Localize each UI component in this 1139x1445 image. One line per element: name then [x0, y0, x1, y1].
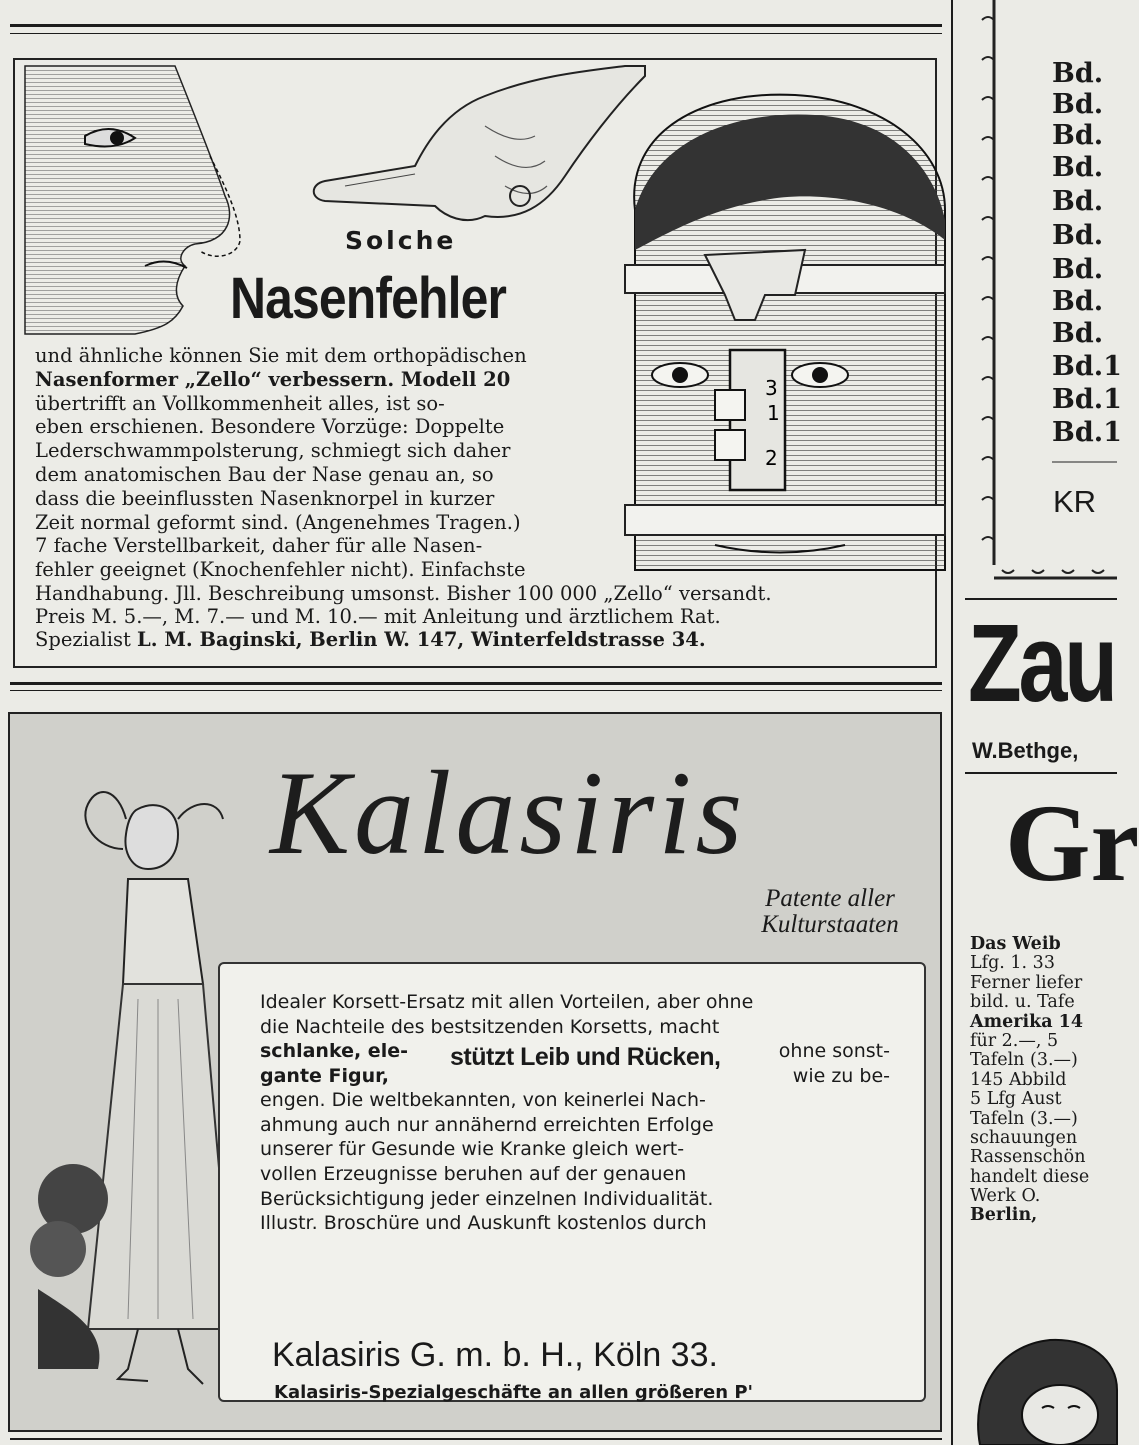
body-line: und ähnliche können Sie mit dem orthopädischen	[35, 344, 527, 367]
text-line: Rassenschön	[970, 1147, 1086, 1168]
body-highlight-stuetzt: stützt Leib und Rücken,	[450, 1043, 721, 1072]
body-fragment: schlanke, ele-	[260, 1040, 408, 1063]
device-number-2: 2	[765, 446, 778, 470]
book-volume-item: Bd.	[1052, 89, 1104, 120]
book-volume-item: Bd.	[1052, 254, 1104, 285]
right-rule	[965, 772, 1117, 774]
body-line: Nasenformer „Zello“ verbessern. Modell 20	[35, 367, 511, 391]
body-line: dem anatomischen Bau der Nase genau an, so	[35, 462, 494, 486]
book-volume-item: Bd.	[1052, 318, 1104, 349]
body-line: vollen Erzeugnisse beruhen auf der genauen	[260, 1162, 687, 1185]
body-line: Zeit normal geformt sind. (Angenehmes Tragen.)	[35, 510, 521, 534]
text-line: handelt diese	[970, 1166, 1090, 1187]
body-line: Berücksichtigung jeder einzelnen Individualität.	[260, 1187, 714, 1210]
body-line: ahmung auch nur annähernd erreichten Erfolge	[260, 1113, 714, 1136]
text-line: schauungen	[970, 1127, 1078, 1148]
text-line: Werk O.	[970, 1186, 1041, 1207]
text-line: Lfg. 1. 33	[970, 953, 1055, 974]
body-line: Lederschwammpolsterung, schmiegt sich daher	[35, 439, 511, 463]
text-line: Tafeln (3.—)	[970, 1108, 1078, 1129]
patent-note: Patente aller Kulturstaaten	[761, 885, 899, 938]
body-line: 7 fache Verstellbarkeit, daher für alle Nasen-	[35, 534, 483, 558]
nose-profile-illustration	[25, 66, 255, 336]
company-name: Kalasiris G. m. b. H., Köln 33.	[272, 1336, 718, 1374]
partial-face-illustration	[960, 1330, 1117, 1445]
body-line: Preis M. 5.—, M. 7.— und M. 10.— mit Anleitung und ärztlichem Rat.	[35, 605, 721, 628]
text-line: für 2.—, 5	[970, 1030, 1059, 1051]
book-volume-item: Bd.	[1052, 220, 1104, 251]
mid-rule-thick	[10, 682, 942, 685]
body-line: dass die beeinflussten Nasenknorpel in kurzer	[35, 486, 495, 510]
zau-headline: Zau	[968, 602, 1115, 725]
text-line: bild. u. Tafe	[970, 992, 1075, 1013]
text-line: 5 Lfg Aust	[970, 1089, 1062, 1110]
ad-body-text-wide	[35, 582, 925, 651]
brand-wordmark-kalasiris: Kalasiris	[270, 746, 747, 879]
body-line: fehler geeignet (Knochenfehler nicht). Einfachste	[35, 558, 526, 582]
kr-label: KR	[1053, 484, 1097, 519]
mid-rule-thin	[10, 690, 942, 691]
body-line: Handhabung. Jll. Beschreibung umsonst. Bisher 100 000 „Zello“ versandt.	[35, 582, 772, 605]
body-line: Illustr. Broschüre und Auskunft kostenlos durch	[260, 1212, 707, 1235]
spezialist-label: Spezialist	[35, 628, 131, 651]
text-line: 145 Abbild	[970, 1069, 1067, 1090]
body-line: die Nachteile des bestsitzenden Korsetts, macht	[260, 1015, 720, 1038]
book-volume-item: Bd.	[1052, 58, 1104, 89]
device-number-1: 1	[767, 401, 780, 425]
spezialist-address: L. M. Baginski, Berlin W. 147, Winterfeldstrasse 34.	[137, 628, 706, 651]
retail-note: Kalasiris-Spezialgeschäfte an allen größeren P'	[274, 1382, 754, 1403]
kalasiris-advertisement	[8, 712, 942, 1432]
body-fragment: wie zu be-	[792, 1065, 890, 1088]
top-rule-thin	[10, 33, 942, 34]
text-line: Berlin,	[970, 1205, 1038, 1226]
body-line: eben erschienen. Besondere Vorzüge: Doppelte	[35, 415, 505, 439]
book-volume-item: Bd.	[1052, 152, 1104, 183]
ad-body-text	[35, 344, 615, 582]
top-rule-thick	[10, 24, 942, 27]
body-fragment: ohne sonst-	[778, 1040, 890, 1063]
body-inline-block	[260, 1039, 890, 1088]
bottom-rule	[10, 1438, 942, 1440]
body-line: übertrifft an Vollkommenheit alles, ist so-	[35, 391, 445, 415]
book-volume-item: Bd.	[1052, 186, 1104, 217]
book-volume-item: Bd.1	[1052, 417, 1122, 448]
device-number-3: 3	[765, 376, 778, 400]
gr-headline: Gr	[1005, 782, 1139, 904]
body-fragment: gante Figur,	[260, 1065, 389, 1088]
spezialist-line	[35, 628, 925, 651]
book-volume-item: Bd.	[1052, 286, 1104, 317]
bethge-line: W.Bethge,	[972, 738, 1079, 763]
ad-headline-nasenfehler: Nasenfehler	[230, 266, 507, 331]
column-divider	[951, 0, 953, 1445]
text-line: Amerika 14	[970, 1011, 1084, 1032]
ad-body-text	[260, 990, 890, 1236]
nasenfehler-advertisement	[13, 58, 937, 668]
text-line: Tafeln (3.—)	[970, 1050, 1078, 1071]
book-volume-item: Bd.1	[1052, 351, 1122, 382]
book-volume-item: Bd.	[1052, 120, 1104, 151]
ad-kicker-solche: Solche	[345, 226, 457, 255]
text-line: Ferner liefer	[970, 972, 1083, 993]
body-line: unserer für Gesunde wie Kranke gleich wert-	[260, 1138, 685, 1161]
right-column-text	[970, 935, 1117, 1226]
body-line: Idealer Korsett-Ersatz mit allen Vorteilen, aber ohne	[260, 991, 754, 1013]
pointing-hand-illustration	[285, 66, 645, 256]
text-line: Das Weib	[970, 934, 1061, 954]
book-volume-item: Bd.1	[1052, 384, 1122, 415]
body-line: engen. Die weltbekannten, von keinerlei Nach-	[260, 1089, 706, 1112]
face-with-nose-corrector-illustration	[615, 90, 945, 570]
